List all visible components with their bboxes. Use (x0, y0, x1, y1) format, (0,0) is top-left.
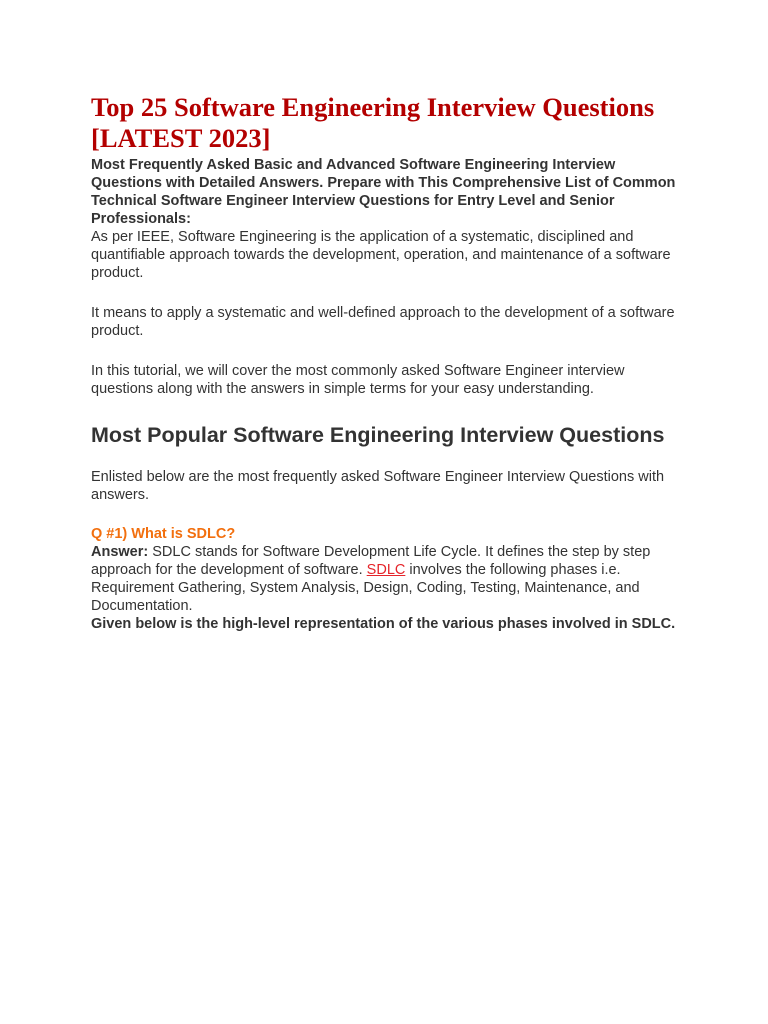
answer-text-part-1: SDLC stands for Software Development Life Cycle. It defines the step by step approach for the development of software. (91, 544, 651, 578)
figure-caption: Given below is the high-level representation of the various phases involved in SDLC. (91, 616, 676, 632)
intro-summary: Most Frequently Asked Basic and Advanced Software Engineering Interview Questions with Detailed Answers. Prepare with This Comprehensive List of Common Technical Software Engineer Interview Questions for Entry Level and Senior Professionals: (91, 157, 676, 227)
section-heading: Most Popular Software Engineering Interview Questions (91, 423, 665, 447)
sdlc-link[interactable]: SDLC (366, 562, 406, 578)
question-answer (91, 543, 681, 615)
document-page (91, 92, 681, 633)
question-title: Q #1) What is SDLC? (91, 526, 236, 542)
page-title: Top 25 Software Engineering Interview Questions [LATEST 2023] (91, 92, 655, 153)
section-intro: Enlisted below are the most frequently asked Software Engineer Interview Questions with answers. (91, 469, 665, 503)
paragraph-approach: It means to apply a systematic and well-defined approach to the development of a software product. (91, 305, 675, 339)
answer-label: Answer: (91, 544, 149, 560)
paragraph-tutorial: In this tutorial, we will cover the most commonly asked Software Engineer interview questions along with the answers in simple terms for your easy understanding. (91, 363, 625, 397)
paragraph-ieee-definition: As per IEEE, Software Engineering is the application of a systematic, disciplined and quantifiable approach towards the development, operation, and maintenance of a software product. (91, 229, 671, 281)
answer-text-part-2: involves the following phases i.e. Requirement Gathering, System Analysis, Design, Coding, Testing, Maintenance, and Documentation. (91, 562, 640, 614)
